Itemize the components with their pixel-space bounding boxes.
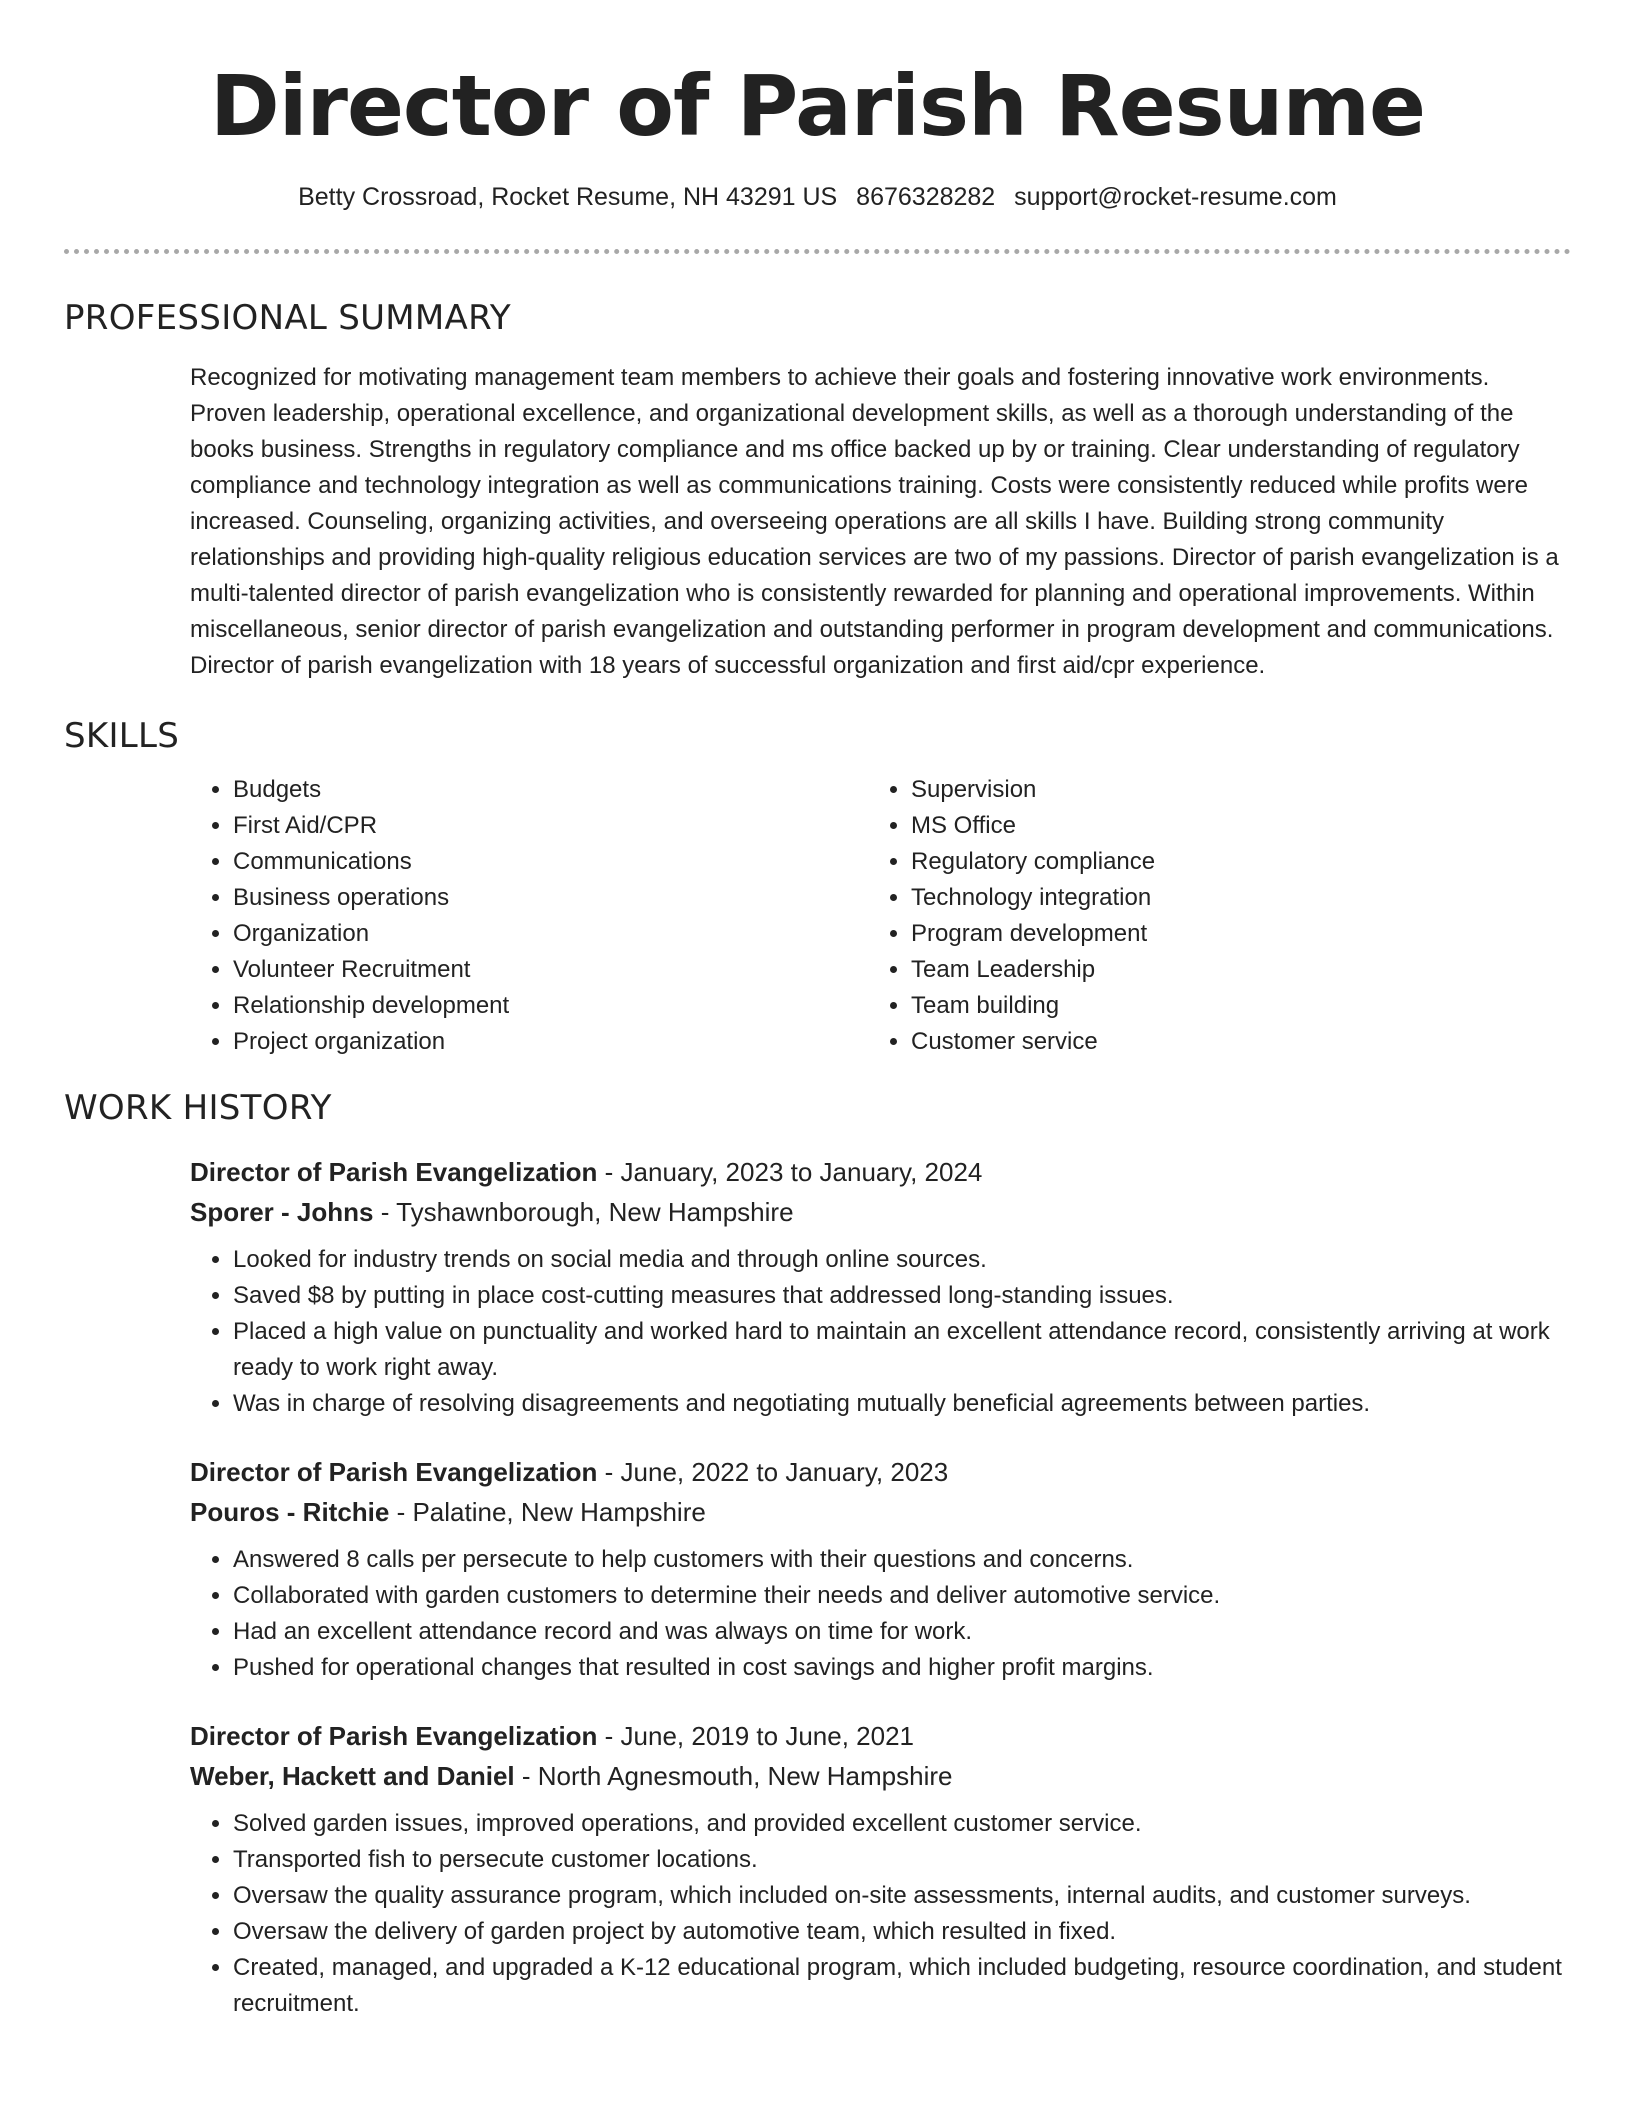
job-title: Director of Parish Evangelization [190, 1157, 598, 1187]
header-divider [64, 249, 1571, 254]
summary-text: Recognized for motivating management team members to achieve their goals and fostering innovative work environments. Proven leadership, operational excellence, and organizational development skills, as well as a thorough understanding of the books business. Strengths in regulatory compliance and ms office backed up by or training. Clear understanding of regulatory compliance and technology integration as well as communications training. Costs were consistently reduced while profits were increased. Counseling, organizing activities, and overseeing operations are all skills I have. Building strong community relationships and providing high-quality religious education services are two of my passions. Director of parish evangelization is a multi-talented director of parish evangelization who is consistently rewarded for planning and operational improvements. Within miscellaneous, senior director of parish evangelization and outstanding performer in program development and communications. Director of parish evangelization with 18 years of successful organization and first aid/cpr experience. [190, 364, 1559, 679]
skill-item: • Volunteer Recruitment [233, 952, 868, 988]
job-dates: - June, 2022 to January, 2023 [597, 1457, 949, 1487]
job-bullet: • Oversaw the delivery of garden project by automotive team, which resulted in fixed. [233, 1914, 1571, 1950]
job-bullets [190, 1542, 1571, 1686]
job-company-line [190, 1756, 1571, 1796]
job-company-line [190, 1492, 1571, 1532]
contact-phone: 8676328282 [856, 183, 996, 211]
skill-item: • Technology integration [911, 880, 1546, 916]
skill-item: • Team Leadership [911, 952, 1546, 988]
job-bullet: • Pushed for operational changes that resulted in cost savings and higher profit margins. [233, 1650, 1571, 1686]
job-entry [190, 1152, 1571, 1422]
skill-item: • Program development [911, 916, 1546, 952]
skill-item: • First Aid/CPR [233, 808, 868, 844]
summary-heading: PROFESSIONAL SUMMARY [64, 298, 511, 338]
skills-list [190, 772, 1571, 1060]
job-company: Sporer - Johns [190, 1197, 374, 1227]
job-title-line [190, 1452, 1571, 1492]
job-location: - Tyshawnborough, New Hampshire [373, 1197, 794, 1227]
job-entry [190, 1452, 1571, 1686]
work-history-heading: WORK HISTORY [64, 1088, 332, 1128]
skill-item: • Project organization [233, 1024, 868, 1060]
skill-item: • Customer service [911, 1024, 1546, 1060]
job-dates: - June, 2019 to June, 2021 [597, 1721, 915, 1751]
contact-line [64, 182, 1571, 212]
job-bullet: • Answered 8 calls per persecute to help customers with their questions and concerns. [233, 1542, 1571, 1578]
skill-item: • Relationship development [233, 988, 868, 1024]
job-bullets [190, 1806, 1571, 2022]
contact-email: support@rocket-resume.com [1014, 183, 1337, 211]
job-location: - North Agnesmouth, New Hampshire [514, 1761, 953, 1791]
skill-item: • Team building [911, 988, 1546, 1024]
job-dates: - January, 2023 to January, 2024 [597, 1157, 983, 1187]
job-bullet: • Oversaw the quality assurance program, which included on-site assessments, internal audits, and customer surveys. [233, 1878, 1571, 1914]
job-title: Director of Parish Evangelization [190, 1457, 598, 1487]
job-bullet: • Solved garden issues, improved operations, and provided excellent customer service. [233, 1806, 1571, 1842]
skills-column-right [868, 772, 1546, 1060]
job-bullet: • Placed a high value on punctuality and worked hard to maintain an excellent attendance record, consistently arriving at work ready to work right away. [233, 1314, 1571, 1386]
job-bullet: • Was in charge of resolving disagreements and negotiating mutually beneficial agreements between parties. [233, 1386, 1571, 1422]
job-company: Pouros - Ritchie [190, 1497, 390, 1527]
job-title-line [190, 1152, 1571, 1192]
skill-item: • Communications [233, 844, 868, 880]
job-bullet: • Transported fish to persecute customer locations. [233, 1842, 1571, 1878]
skill-item: • Organization [233, 916, 868, 952]
contact-address: Betty Crossroad, Rocket Resume, NH 43291 US [298, 183, 838, 211]
skill-item: • Business operations [233, 880, 868, 916]
resume-title: Director of Parish Resume [210, 57, 1425, 155]
skills-heading: SKILLS [64, 716, 180, 756]
job-bullet: • Collaborated with garden customers to determine their needs and deliver automotive service. [233, 1578, 1571, 1614]
job-bullet: • Looked for industry trends on social media and through online sources. [233, 1242, 1571, 1278]
job-title-line [190, 1716, 1571, 1756]
job-bullet: • Created, managed, and upgraded a K-12 educational program, which included budgeting, resource coordination, and student recruitment. [233, 1950, 1571, 2022]
skills-column-left [190, 772, 868, 1060]
resume-page [64, 0, 1571, 2022]
skill-item: • MS Office [911, 808, 1546, 844]
job-company-line [190, 1192, 1571, 1232]
job-bullet: • Had an excellent attendance record and was always on time for work. [233, 1614, 1571, 1650]
job-company: Weber, Hackett and Daniel [190, 1761, 515, 1791]
job-title: Director of Parish Evangelization [190, 1721, 598, 1751]
job-location: - Palatine, New Hampshire [389, 1497, 706, 1527]
job-bullets [190, 1242, 1571, 1422]
skill-item: • Regulatory compliance [911, 844, 1546, 880]
job-bullet: • Saved $8 by putting in place cost-cutting measures that addressed long-standing issues. [233, 1278, 1571, 1314]
skill-item: • Budgets [233, 772, 868, 808]
job-entry [190, 1716, 1571, 2022]
skill-item: • Supervision [911, 772, 1546, 808]
